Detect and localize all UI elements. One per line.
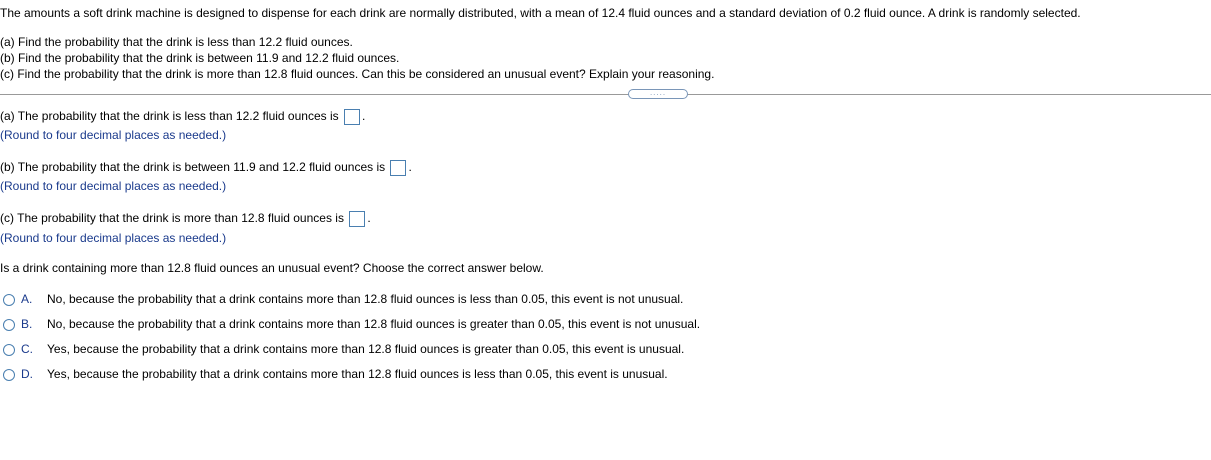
answer-b-rounding-note: (Round to four decimal places as needed.) (0, 179, 227, 193)
radio-circle-icon[interactable] (3, 369, 15, 381)
section-divider (0, 94, 1211, 95)
expand-problem-button[interactable]: ..... (628, 89, 688, 99)
problem-part-c: (c) Find the probability that the drink is more than 12.8 fluid ounces. Can this be considered an unusual event? Explain your reasoning. (0, 67, 715, 81)
answer-b-period: . (408, 160, 412, 174)
answer-a-input[interactable] (344, 109, 360, 125)
option-b-letter: B. (21, 317, 33, 331)
answer-c-rounding-note: (Round to four decimal places as needed.) (0, 231, 227, 245)
answer-b-input[interactable] (390, 160, 406, 176)
answer-a-period: . (361, 109, 366, 123)
option-c-text: Yes, because the probability that a drink contains more than 12.8 fluid ounces is greater than 0.05, this event is unusual. (47, 342, 685, 356)
answer-c-prompt: (c) The probability that the drink is more than 12.8 fluid ounces is (0, 211, 344, 225)
answer-b-prompt: (b) The probability that the drink is between 11.9 and 12.2 fluid ounces is (0, 160, 386, 174)
option-c-letter: C. (21, 342, 33, 356)
option-a-letter: A. (21, 292, 33, 306)
unusual-event-question: Is a drink containing more than 12.8 fluid ounces an unusual event? Choose the correct answer below. (0, 261, 544, 275)
option-d-text: Yes, because the probability that a drink contains more than 12.8 fluid ounces is less than 0.05, this event is unusual. (47, 367, 668, 381)
problem-part-a: (a) Find the probability that the drink is less than 12.2 fluid ounces. (0, 35, 353, 49)
problem-part-b: (b) Find the probability that the drink is between 11.9 and 12.2 fluid ounces. (0, 51, 400, 65)
problem-intro: The amounts a soft drink machine is designed to dispense for each drink are normally distributed, with a mean of 12.4 fluid ounces and a standard deviation of 0.2 fluid ounce. A drink is randomly selected. (0, 6, 1081, 20)
radio-circle-icon[interactable] (3, 294, 15, 306)
option-b[interactable] (0, 317, 700, 332)
answer-a-prompt: (a) The probability that the drink is less than 12.2 fluid ounces is (0, 109, 339, 123)
answer-a-row (0, 107, 365, 125)
option-d-letter: D. (21, 367, 33, 381)
answer-c-input[interactable] (349, 211, 365, 227)
answer-c-row (0, 209, 371, 227)
answer-c-period: . (367, 211, 371, 225)
option-c[interactable] (0, 342, 684, 357)
answer-b-row (0, 158, 412, 176)
radio-circle-icon[interactable] (3, 344, 15, 356)
option-d[interactable] (0, 367, 668, 382)
option-a-text: No, because the probability that a drink contains more than 12.8 fluid ounces is less than 0.05, this event is not unusual. (47, 292, 684, 306)
option-b-text: No, because the probability that a drink contains more than 12.8 fluid ounces is greater than 0.05, this event is not unusual. (47, 317, 701, 331)
answer-a-rounding-note: (Round to four decimal places as needed.) (0, 128, 227, 142)
radio-circle-icon[interactable] (3, 319, 15, 331)
option-a[interactable] (0, 292, 683, 307)
